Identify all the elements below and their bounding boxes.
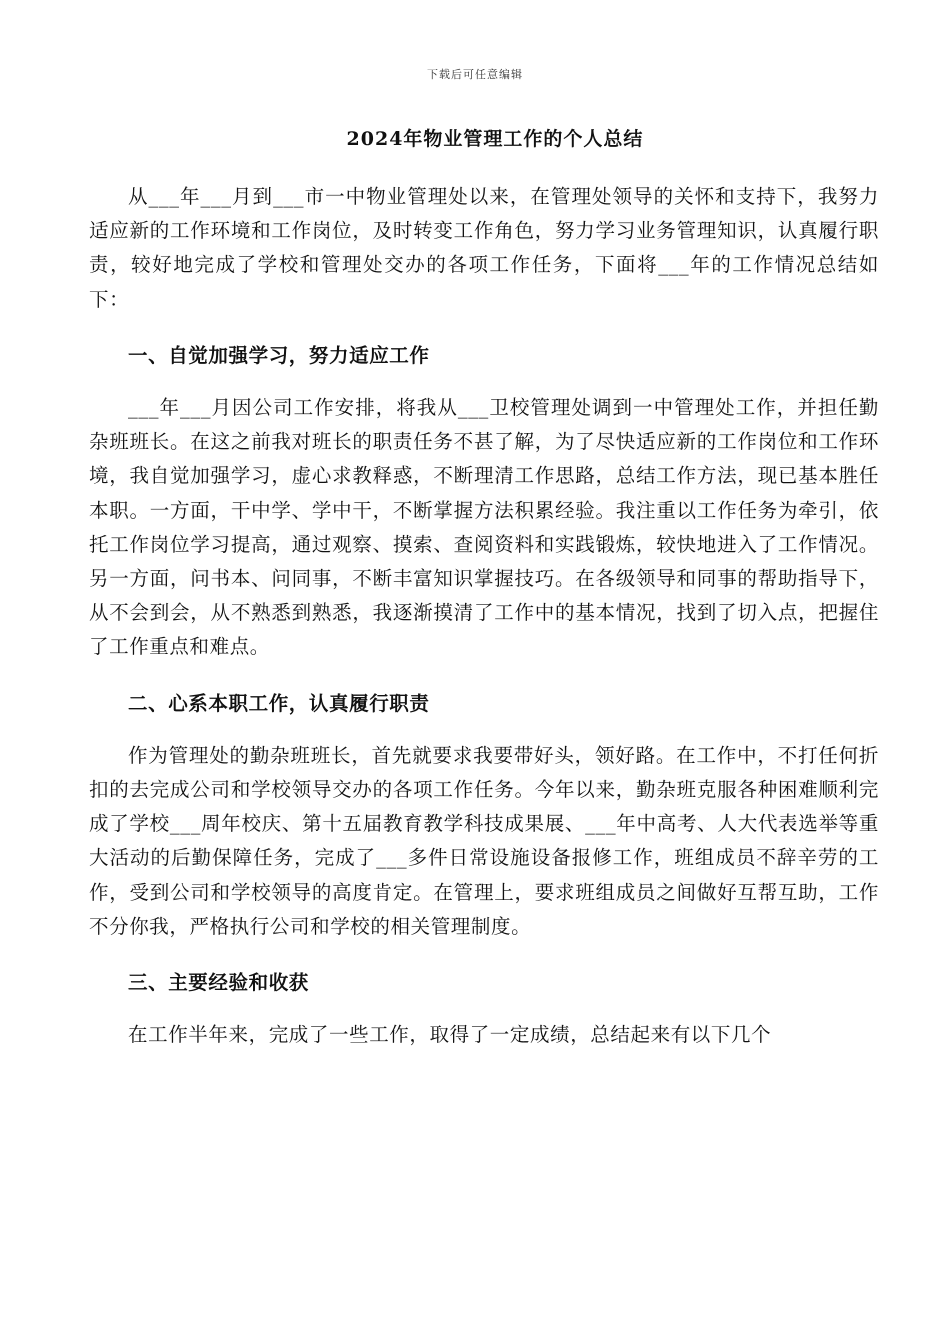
section-2-body: 作为管理处的勤杂班班长，首先就要求我要带好头，领好路。在工作中，不打任何折扣的去完成公司和学校领导交办的各项工作任务。今年以来，勤杂班克服各种困难顺利完成了学校___周年校庆、第十五届教育教学科技成果展、___年中高考、人大代表选举等重大活动的后勤保障任务，完成了___多件日常设施设备报修工作，班组成员不辞辛劳的工作，受到公司和学校领导的高度肯定。在管理上，要求班组成员之间做好互帮互助，工作不分你我，严格执行公司和学校的相关管理制度。	[89, 743, 879, 938]
section-3-body: 在工作半年来，完成了一些工作，取得了一定成绩，总结起来有以下几个	[128, 1023, 772, 1047]
intro-paragraph: 从___年___月到___市一中物业管理处以来，在管理处领导的关怀和支持下，我努力适应新的工作环境和工作岗位，及时转变工作角色，努力学习业务管理知识，认真履行职责，较好地完成了学校和管理处交办的各项工作任务，下面将___年的工作情况总结如下：	[89, 185, 879, 311]
document-body	[89, 180, 879, 1052]
download-note: 下载后可任意编辑	[427, 68, 523, 81]
section-1-heading: 一、自觉加强学习，努力适应工作	[128, 343, 430, 367]
section-3-heading: 三、主要经验和收获	[128, 971, 309, 995]
section-2-heading: 二、心系本职工作，认真履行职责	[128, 691, 430, 715]
document-title: 2024年物业管理工作的个人总结	[346, 128, 644, 150]
section-1-body: ___年___月因公司工作安排，将我从___卫校管理处调到一中管理处工作，并担任勤杂班班长。在这之前我对班长的职责任务不甚了解，为了尽快适应新的工作岗位和工作环境，我自觉加强学习，虚心求教释惑，不断理清工作思路，总结工作方法，现已基本胜任本职。一方面，干中学、学中干，不断掌握方法积累经验。我注重以工作任务为牵引，依托工作岗位学习提高，通过观察、摸索、查阅资料和实践锻炼，较快地进入了工作情况。另一方面，问书本、问同事，不断丰富知识掌握技巧。在各级领导和同事的帮助指导下，从不会到会，从不熟悉到熟悉，我逐渐摸清了工作中的基本情况，找到了切入点，把握住了工作重点和难点。	[89, 396, 879, 659]
